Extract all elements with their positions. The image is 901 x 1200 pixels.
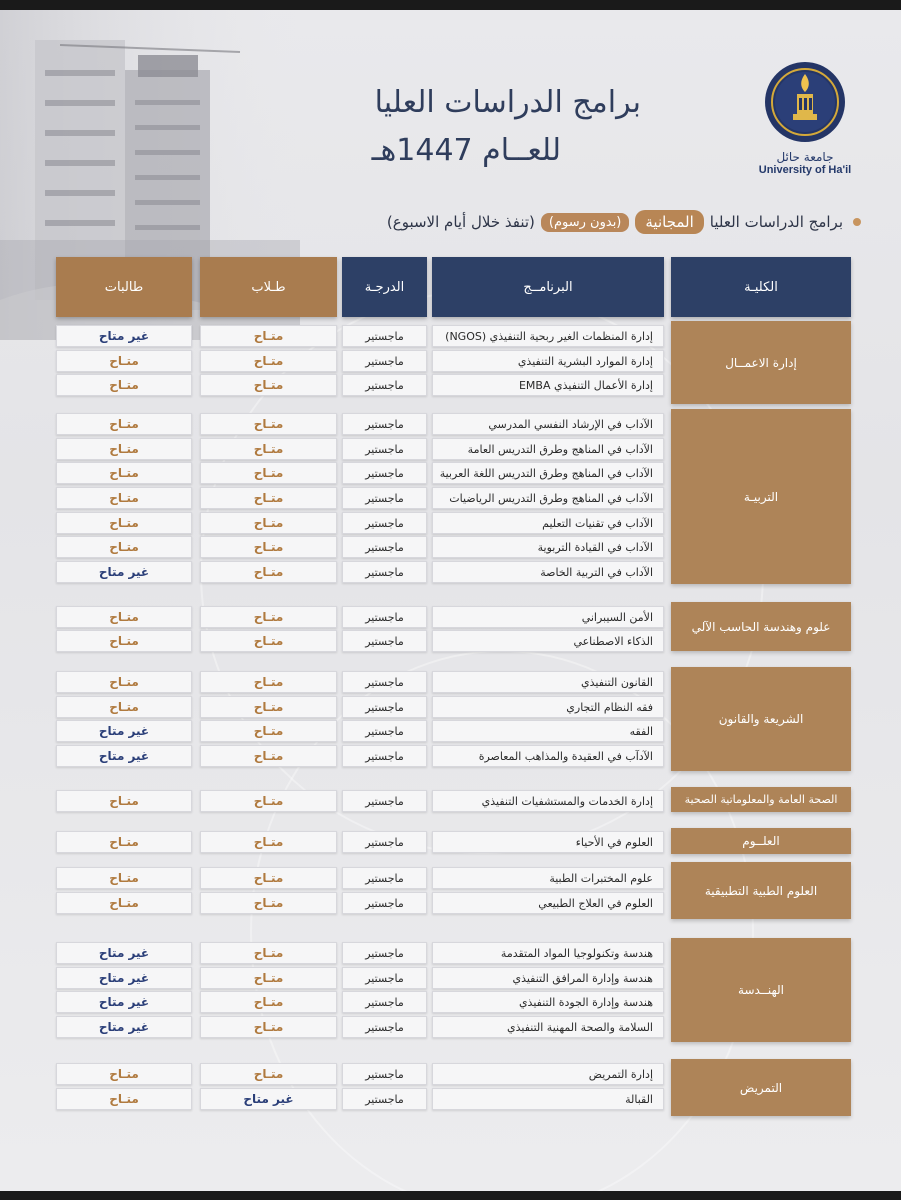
degree-cell: ماجستير	[342, 1088, 427, 1110]
program-cell: الآدآب في العقيدة والمذاهب المعاصرة	[432, 745, 664, 767]
female-availability-cell: متـاح	[56, 487, 192, 509]
bullet-icon	[853, 218, 861, 226]
male-availability-cell: متـاح	[200, 671, 337, 693]
degree-cell: ماجستير	[342, 790, 427, 812]
program-cell: هندسة وإدارة الجودة التنفيذي	[432, 991, 664, 1013]
female-availability-cell: غير متاح	[56, 991, 192, 1013]
male-availability-cell: متـاح	[200, 790, 337, 812]
female-availability-cell: متـاح	[56, 892, 192, 914]
male-availability-cell: متـاح	[200, 438, 337, 460]
female-availability-cell: متـاح	[56, 1088, 192, 1110]
degree-cell: ماجستير	[342, 671, 427, 693]
program-cell: القانون التنفيذي	[432, 671, 664, 693]
male-availability-cell: متـاح	[200, 536, 337, 558]
female-availability-cell: متـاح	[56, 790, 192, 812]
female-availability-cell: متـاح	[56, 1063, 192, 1085]
male-availability-cell: متـاح	[200, 991, 337, 1013]
program-cell: الآداب في تقنيات التعليم	[432, 512, 664, 534]
program-cell: الفقه	[432, 720, 664, 742]
degree-cell: ماجستير	[342, 438, 427, 460]
male-availability-cell: متـاح	[200, 867, 337, 889]
degree-cell: ماجستير	[342, 867, 427, 889]
program-cell: الآداب في المناهج وطرق التدريس العامة	[432, 438, 664, 460]
male-availability-cell: متـاح	[200, 630, 337, 652]
female-availability-cell: غير متاح	[56, 967, 192, 989]
male-availability-cell: متـاح	[200, 413, 337, 435]
program-cell: الآداب في التربية الخاصة	[432, 561, 664, 583]
female-availability-cell: متـاح	[56, 512, 192, 534]
male-availability-cell: متـاح	[200, 967, 337, 989]
poster	[0, 10, 901, 1191]
college-business: إدارة الاعمــال	[671, 321, 851, 404]
female-availability-cell: متـاح	[56, 413, 192, 435]
fee-note-badge: (بدون رسوم)	[541, 213, 629, 232]
program-cell: العلوم في العلاج الطبيعي	[432, 892, 664, 914]
female-availability-cell: متـاح	[56, 536, 192, 558]
college-computer-science: علوم وهندسة الحاسب الآلي	[671, 602, 851, 651]
program-cell: الآداب في القيادة التربوية	[432, 536, 664, 558]
degree-cell: ماجستير	[342, 536, 427, 558]
header-college: الكليـة	[671, 257, 851, 317]
female-availability-cell: متـاح	[56, 696, 192, 718]
program-cell: فقه النظام التجاري	[432, 696, 664, 718]
degree-cell: ماجستير	[342, 413, 427, 435]
header-female-students: طالبات	[56, 257, 192, 317]
degree-cell: ماجستير	[342, 967, 427, 989]
male-availability-cell: متـاح	[200, 1063, 337, 1085]
degree-cell: ماجستير	[342, 487, 427, 509]
page-subtitle-year: للعــام 1447هـ	[371, 133, 561, 168]
header-degree: الدرجـة	[342, 257, 427, 317]
program-cell: إدارة المنظمات الغير ربحية التنفيذي (NGOS)	[432, 325, 664, 347]
program-cell: السلامة والصحة المهنية التنفيذي	[432, 1016, 664, 1038]
program-cell: هندسة وتكنولوجيا المواد المتقدمة	[432, 942, 664, 964]
degree-cell: ماجستير	[342, 991, 427, 1013]
degree-cell: ماجستير	[342, 1016, 427, 1038]
program-cell: الذكاء الاصطناعي	[432, 630, 664, 652]
degree-cell: ماجستير	[342, 720, 427, 742]
degree-cell: ماجستير	[342, 630, 427, 652]
degree-cell: ماجستير	[342, 745, 427, 767]
degree-cell: ماجستير	[342, 374, 427, 396]
degree-cell: ماجستير	[342, 942, 427, 964]
female-availability-cell: غير متاح	[56, 942, 192, 964]
degree-cell: ماجستير	[342, 512, 427, 534]
program-cell: إدارة التمريض	[432, 1063, 664, 1085]
female-availability-cell: متـاح	[56, 671, 192, 693]
program-cell: علوم المختبرات الطبية	[432, 867, 664, 889]
male-availability-cell: متـاح	[200, 1016, 337, 1038]
program-cell: الآداب في الإرشاد النفسي المدرسي	[432, 413, 664, 435]
program-cell: إدارة الأعمال التنفيذي EMBA	[432, 374, 664, 396]
male-availability-cell: متـاح	[200, 561, 337, 583]
free-badge: المجانية	[635, 210, 703, 234]
female-availability-cell: متـاح	[56, 350, 192, 372]
degree-cell: ماجستير	[342, 831, 427, 853]
degree-cell: ماجستير	[342, 696, 427, 718]
college-engineering: الهنــدسة	[671, 938, 851, 1042]
degree-cell: ماجستير	[342, 606, 427, 628]
program-cell: العلوم في الأحياء	[432, 831, 664, 853]
female-availability-cell: غير متاح	[56, 745, 192, 767]
male-availability-cell: متـاح	[200, 374, 337, 396]
male-availability-cell: متـاح	[200, 462, 337, 484]
male-availability-cell: متـاح	[200, 512, 337, 534]
female-availability-cell: غير متاح	[56, 561, 192, 583]
female-availability-cell: غير متاح	[56, 325, 192, 347]
college-education: التربيـة	[671, 409, 851, 584]
subheading	[387, 210, 861, 234]
degree-cell: ماجستير	[342, 892, 427, 914]
degree-cell: ماجستير	[342, 325, 427, 347]
female-availability-cell: متـاح	[56, 867, 192, 889]
program-cell: هندسة وإدارة المرافق التنفيذي	[432, 967, 664, 989]
female-availability-cell: متـاح	[56, 630, 192, 652]
program-cell: الآداب في المناهج وطرق التدريس الرياضيات	[432, 487, 664, 509]
program-cell: القبالة	[432, 1088, 664, 1110]
header-program: البرنامــج	[432, 257, 664, 317]
college-sharia-law: الشريعة والقانون	[671, 667, 851, 771]
college-public-health: الصحة العامة والمعلوماتية الصحية	[671, 787, 851, 812]
female-availability-cell: متـاح	[56, 374, 192, 396]
program-cell: إدارة الموارد البشرية التنفيذي	[432, 350, 664, 372]
degree-cell: ماجستير	[342, 1063, 427, 1085]
male-availability-cell: متـاح	[200, 350, 337, 372]
male-availability-cell: متـاح	[200, 942, 337, 964]
female-availability-cell: متـاح	[56, 606, 192, 628]
male-availability-cell: متـاح	[200, 720, 337, 742]
male-availability-cell: متـاح	[200, 892, 337, 914]
male-availability-cell: غير متاح	[200, 1088, 337, 1110]
male-availability-cell: متـاح	[200, 487, 337, 509]
college-applied-medical: العلوم الطبية التطبيقية	[671, 862, 851, 919]
header-male-students: طـلاب	[200, 257, 337, 317]
university-emblem-icon	[763, 60, 847, 144]
male-availability-cell: متـاح	[200, 606, 337, 628]
degree-cell: ماجستير	[342, 462, 427, 484]
male-availability-cell: متـاح	[200, 831, 337, 853]
program-cell: الأمن السيبراني	[432, 606, 664, 628]
female-availability-cell: متـاح	[56, 462, 192, 484]
logo-name-english: University of Ha'il	[758, 164, 852, 176]
male-availability-cell: متـاح	[200, 745, 337, 767]
program-cell: الآداب في المناهج وطرق التدريس اللغة العربية	[432, 462, 664, 484]
degree-cell: ماجستير	[342, 350, 427, 372]
subheading-prefix: برامج الدراسات العليا	[709, 213, 843, 231]
program-cell: إدارة الخدمات والمستشفيات التنفيذي	[432, 790, 664, 812]
male-availability-cell: متـاح	[200, 325, 337, 347]
male-availability-cell: متـاح	[200, 696, 337, 718]
college-nursing: التمريض	[671, 1059, 851, 1116]
female-availability-cell: متـاح	[56, 831, 192, 853]
page-title: برامج الدراسات العليا	[374, 85, 641, 120]
university-logo	[755, 60, 855, 176]
college-science: العلــوم	[671, 828, 851, 854]
degree-cell: ماجستير	[342, 561, 427, 583]
female-availability-cell: متـاح	[56, 438, 192, 460]
female-availability-cell: غير متاح	[56, 1016, 192, 1038]
schedule-note: (تنفذ خلال أيام الاسبوع)	[386, 213, 535, 231]
logo-name-arabic: جامعة حائل	[776, 150, 834, 164]
female-availability-cell: غير متاح	[56, 720, 192, 742]
